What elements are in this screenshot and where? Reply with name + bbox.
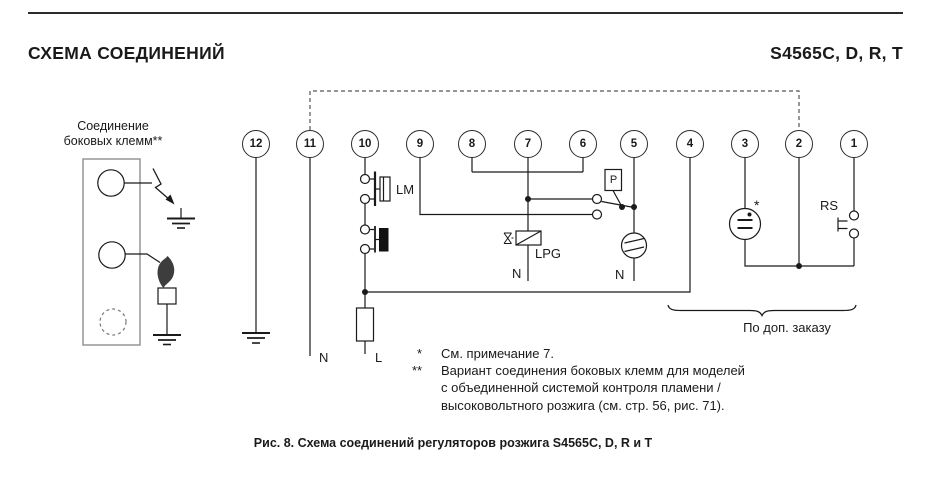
terminal-5: 5 <box>620 130 648 158</box>
page-title: СХЕМА СОЕДИНЕНИЙ <box>28 43 225 63</box>
terminal-7: 7 <box>514 130 542 158</box>
fan-motor <box>622 233 647 258</box>
side-block-label-line1: Соединение <box>77 119 149 133</box>
aux-switch <box>361 225 389 254</box>
model-title: S4565C, D, R, T <box>770 43 903 63</box>
dashed-link <box>310 91 799 130</box>
terminal-12: 12 <box>242 130 270 158</box>
footnote-2-line2: с объединенной системой контроля пламени / <box>441 380 721 395</box>
fuse <box>357 308 374 341</box>
footnote-1-text: См. примечание 7. <box>441 346 554 361</box>
lm-switch <box>361 172 391 207</box>
neutral-label-lpg: N <box>512 266 522 281</box>
footnote-2-marker: ** <box>412 363 423 378</box>
terminal-6: 6 <box>569 130 597 158</box>
pressure-label: P <box>609 173 618 186</box>
figure-caption: Рис. 8. Схема соединений регуляторов розжига S4565C, D, R и Т <box>253 436 653 450</box>
terminal-8: 8 <box>458 130 486 158</box>
lm-label: LM <box>396 182 415 197</box>
lpg-label: LPG <box>535 246 562 261</box>
neutral-label-fan: N <box>615 267 625 282</box>
ground-terminal-12 <box>242 333 270 343</box>
flame-sensor <box>125 254 181 345</box>
lamp-note-marker: * <box>754 197 760 213</box>
terminal-2: 2 <box>785 130 813 158</box>
indicator-lamp <box>730 209 761 240</box>
terminal-10: 10 <box>351 130 379 158</box>
footnote-2-line1: Вариант соединения боковых клемм для моделей <box>441 363 745 378</box>
side-block-label-line2: боковых клемм** <box>63 133 163 148</box>
terminal-4: 4 <box>676 130 704 158</box>
footnote-2-line3: высоковольтного розжига (см. стр. 56, рис. 71). <box>441 398 725 413</box>
terminal-1: 1 <box>840 130 868 158</box>
side-block-label <box>33 119 193 148</box>
optional-brace <box>668 305 856 316</box>
neutral-label-mains: N <box>319 350 329 365</box>
rs-button <box>838 211 859 238</box>
rs-label: RS <box>820 198 839 213</box>
line-label: L <box>375 350 383 365</box>
terminal-9: 9 <box>406 130 434 158</box>
spark-gap <box>124 169 195 229</box>
terminal-11: 11 <box>296 130 324 158</box>
lpg-valve <box>504 231 541 245</box>
side-terminal-block <box>83 159 140 345</box>
optional-order-label: По доп. заказу <box>743 320 831 335</box>
footnote-1-marker: * <box>417 346 423 361</box>
terminal-3: 3 <box>731 130 759 158</box>
